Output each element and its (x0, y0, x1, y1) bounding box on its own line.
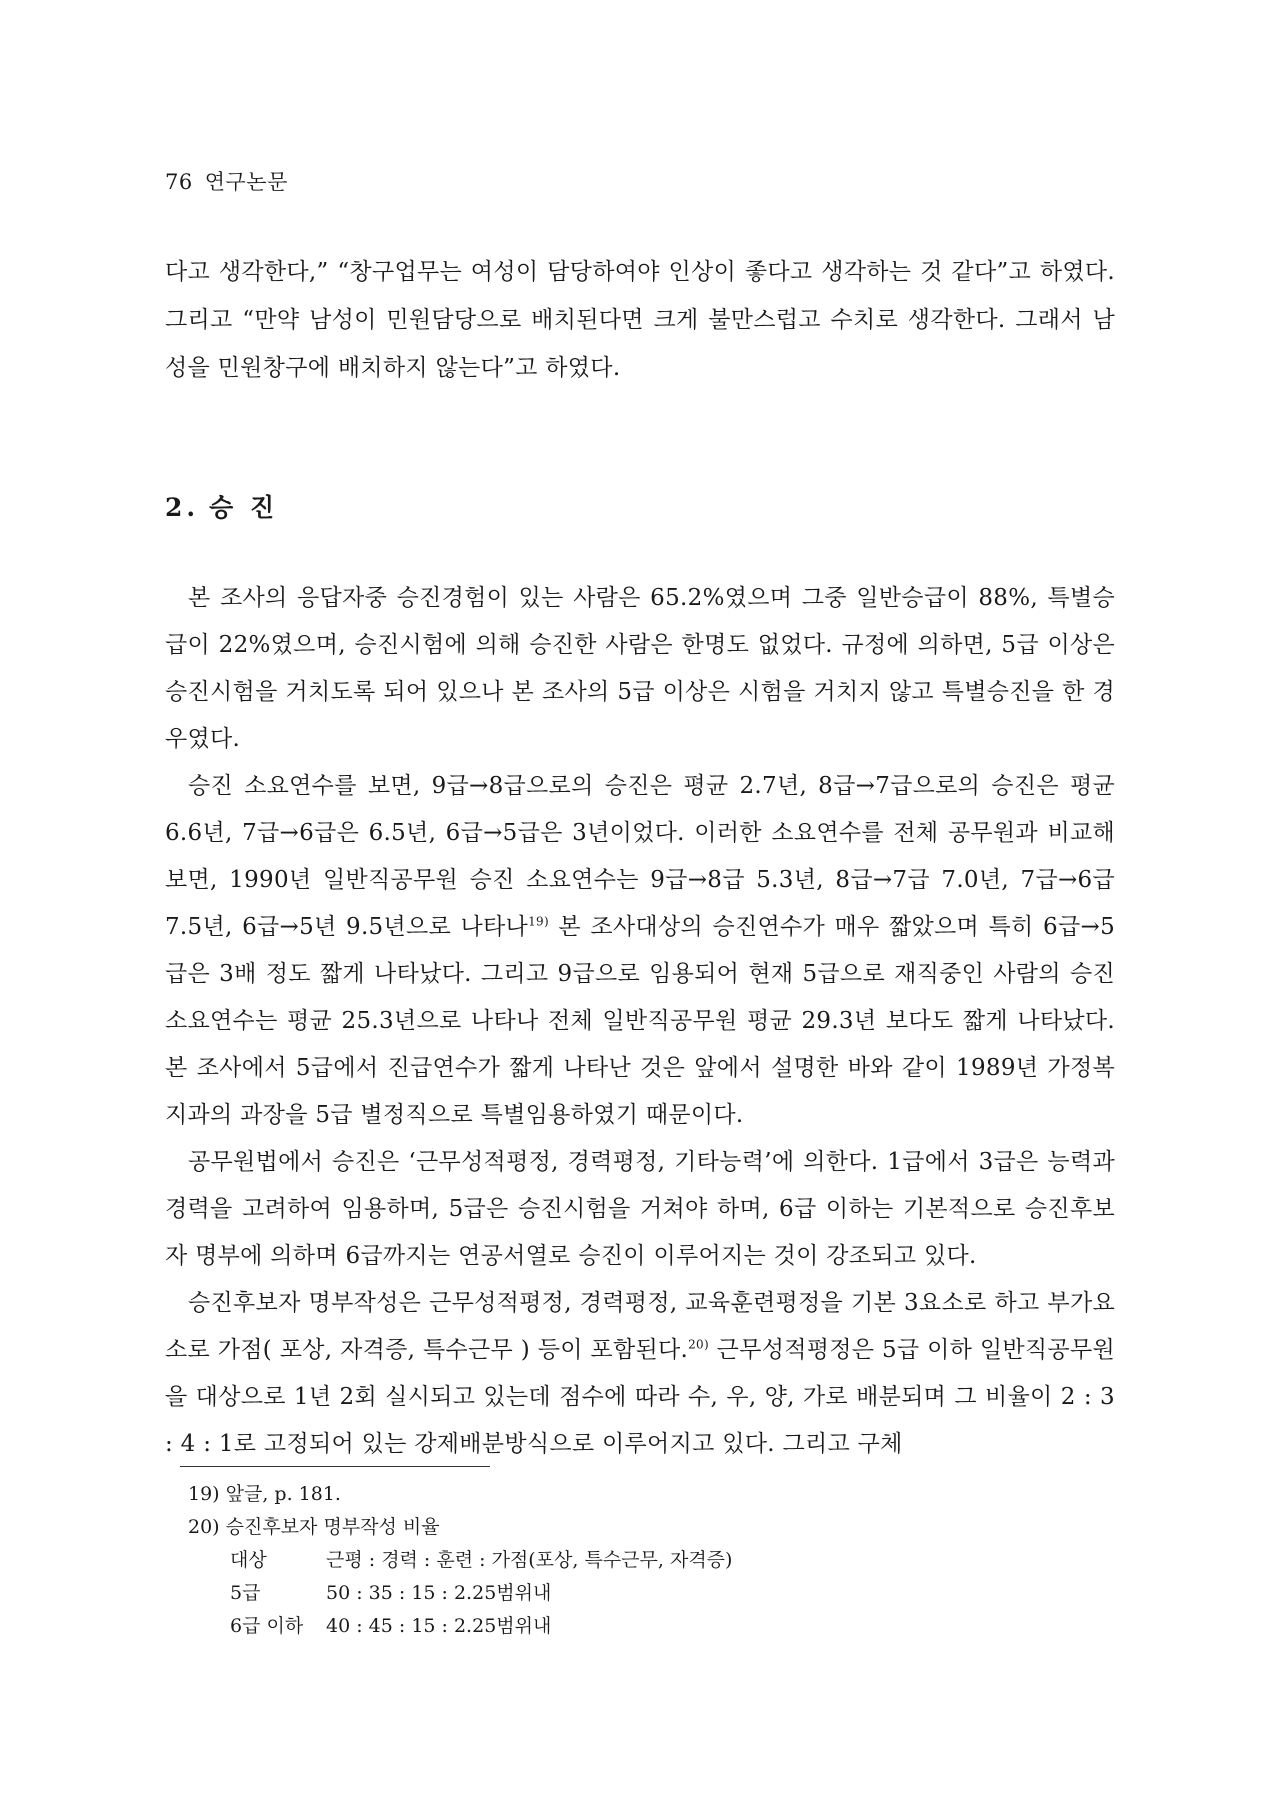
header-section: 연구논문 (204, 170, 288, 194)
table-cell: 50 : 35 : 15 : 2.25범위내 (326, 1582, 552, 1604)
footnote-19: 19) 앞글, p. 181. (188, 1483, 341, 1505)
table-cell: 6급 이하 (230, 1615, 304, 1637)
table-header-row (230, 1544, 742, 1577)
paragraph-4: 승진후보자 명부작성은 근무성적평정, 경력평정, 교육훈련평정을 기본 3요소로 하고 부가요소로 가점( 포상, 자격증, 특수근무 ) 등이 포함된다.$^{20)}$ 근무성적평정은 5급 이하 일반직공무원을 대상으로 1년 2회 실시되고 있는데 점수에 따라 수, 우, 양, 가로 배분되며 그 비율이 2 : 3 : 4 : 1로 고정되어 있는 강제배분방식으로 이루어지고 있다. 그리고 구체 (165, 1290, 1115, 1457)
footnote-divider (180, 1466, 490, 1467)
section-heading (165, 488, 288, 524)
table-row (230, 1577, 742, 1610)
intro-paragraph: 다고 생각한다,” “창구업무는 여성이 담당하여야 인상이 좋다고 생각하는 것 같다”고 하였다. 그리고 “만약 남성이 민원담당으로 배치된다면 크게 불만스럽고 수치로 생각한다. 그래서 남성을 민원창구에 배치하지 않는다”고 하였다. (165, 259, 1115, 381)
table-row (230, 1610, 742, 1643)
table-cell: 40 : 45 : 15 : 2.25범위내 (326, 1615, 552, 1637)
paragraph-2: 승진 소요연수를 보면, 9급→8급으로의 승진은 평균 2.7년, 8급→7급으로의 승진은 평균 6.6년, 7급→6급은 6.5년, 6급→5급은 3년이었다. 이러한 소요연수를 전체 공무원과 비교해 보면, 1990년 일반직공무원 승진 소요연수는 9급→8급 5.3년, 8급→7급 7.0년, 7급→6급 7.5년, 6급→5년 9.5년으로 나타나$^{19)}$ 본 조사대상의 승진연수가 매우 짧았으며 특히 6급→5급은 3배 정도 짧게 나타났다. 그리고 9급으로 임용되어 현재 5급으로 재직중인 사람의 승진 소요연수는 평균 25.3년으로 나타나 전체 일반직공무원 평균 29.3년 보다도 짧게 나타났다. 본 조사에서 5급에서 진급연수가 짧게 나타난 것은 앞에서 설명한 바와 같이 1989년 가정복지과의 과장을 5급 별정직으로 특별임용하였기 때문이다. (165, 773, 1115, 1128)
table-header-cell: 근평 : 경력 : 훈련 : 가점(포상, 특수근무, 자격증) (326, 1549, 733, 1571)
body-text (165, 575, 1115, 1468)
section-title: 승 진 (209, 493, 279, 522)
paragraph-1: 본 조사의 응답자중 승진경험이 있는 사람은 65.2%였으며 그중 일반승급이 88%, 특별승급이 22%였으며, 승진시험에 의해 승진한 사람은 한명도 없었다. 규정에 의하면, 5급 이상은 승진시험을 거치도록 되어 있으나 본 조사의 5급 이상은 시험을 거치지 않고 특별승진을 한 경우였다. (165, 585, 1115, 752)
page-number: 76 (165, 170, 193, 194)
footnote-ref-19[interactable]: 19) (528, 914, 549, 929)
footnote-20: 20) 승진후보자 명부작성 비율 (188, 1516, 440, 1538)
table-header-cell: 대상 (230, 1549, 267, 1571)
promotion-ratio-table (230, 1544, 742, 1643)
running-header (165, 166, 300, 196)
table-cell: 5급 (230, 1582, 261, 1604)
footnote-ref-20[interactable]: 20) (688, 1337, 709, 1352)
footnotes (188, 1478, 1088, 1643)
section-number: 2. (165, 493, 200, 522)
paragraph-3: 공무원법에서 승진은 ‘근무성적평정, 경력평정, 기타능력’에 의한다. 1급에서 3급은 능력과 경력을 고려하여 임용하며, 5급은 승진시험을 거쳐야 하며, 6급 이하는 기본적으로 승진후보자 명부에 의하며 6급까지는 연공서열로 승진이 이루어지는 것이 강조되고 있다. (165, 1149, 1115, 1269)
